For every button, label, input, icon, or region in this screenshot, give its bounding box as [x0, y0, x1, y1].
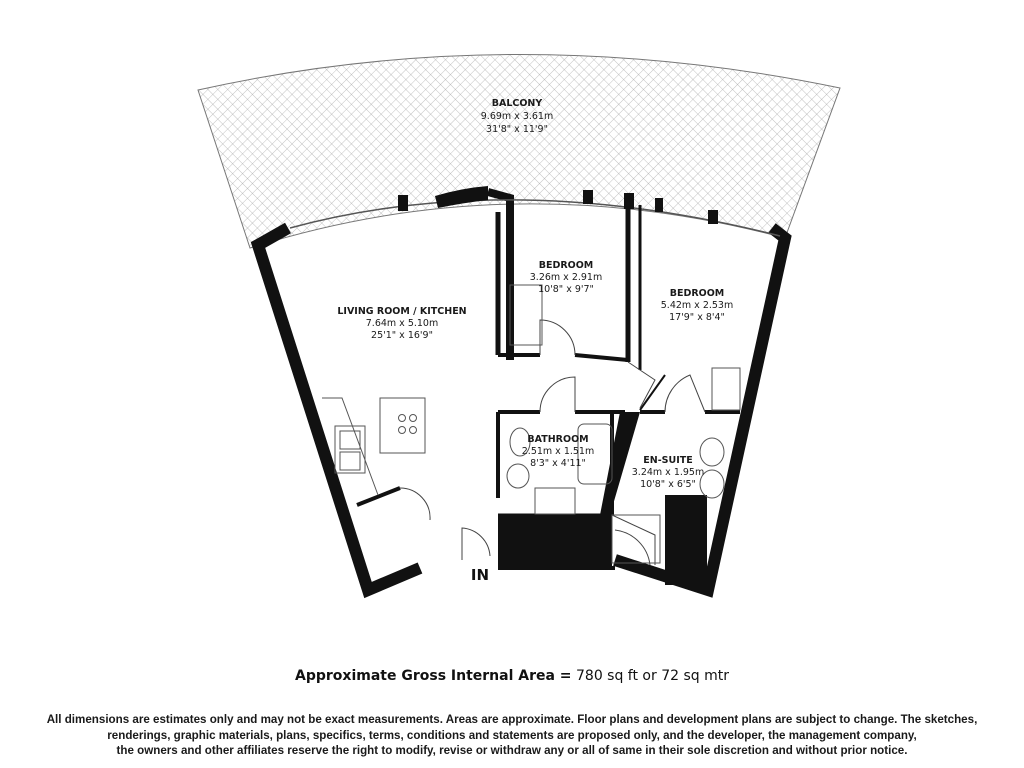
svg-text:9.69m x 3.61m: 9.69m x 3.61m	[480, 111, 554, 122]
svg-text:2.51m x 1.51m: 2.51m x 1.51m	[521, 446, 595, 457]
svg-text:BALCONY: BALCONY	[491, 98, 543, 109]
svg-text:17'9" x 8'4": 17'9" x 8'4"	[669, 312, 725, 323]
svg-text:3.24m x 1.95m: 3.24m x 1.95m	[631, 467, 705, 478]
svg-text:EN-SUITE: EN-SUITE	[643, 455, 693, 466]
area-value: 780 sq ft or 72 sq mtr	[576, 668, 729, 684]
svg-text:31'8" x 11'9": 31'8" x 11'9"	[486, 124, 548, 135]
room-label-ensuite	[632, 455, 704, 490]
room-label-bedroom-1	[530, 260, 602, 295]
entrance-label: IN	[470, 566, 490, 584]
balcony-area	[198, 54, 840, 248]
disclaimer	[0, 712, 1024, 759]
svg-text:7.64m x 5.10m: 7.64m x 5.10m	[365, 318, 439, 329]
svg-text:BEDROOM: BEDROOM	[538, 260, 594, 271]
svg-text:5.42m x 2.53m: 5.42m x 2.53m	[660, 300, 734, 311]
gross-internal-area	[0, 668, 1024, 684]
svg-text:10'8" x 9'7": 10'8" x 9'7"	[538, 284, 594, 295]
area-label: Approximate Gross Internal Area =	[295, 668, 572, 684]
room-label-bedroom-2	[661, 288, 733, 323]
svg-text:3.26m x 2.91m: 3.26m x 2.91m	[529, 272, 603, 283]
room-label-bathroom	[522, 434, 594, 469]
room-label-living	[337, 306, 466, 341]
svg-text:10'8" x 6'5": 10'8" x 6'5"	[640, 479, 696, 490]
svg-text:25'1" x 16'9": 25'1" x 16'9"	[371, 330, 433, 341]
svg-text:8'3" x 4'11": 8'3" x 4'11"	[530, 458, 586, 469]
disclaimer-line-2: renderings, graphic materials, plans, specifics, terms, conditions and statements are proposed only, and the developer, the management company,	[107, 728, 917, 742]
disclaimer-line-1: All dimensions are estimates only and may not be exact measurements. Areas are approximate. Floor plans and development plans are subject to change. The sketches,	[46, 713, 978, 726]
svg-text:BATHROOM: BATHROOM	[527, 434, 589, 445]
svg-text:LIVING ROOM / KITCHEN: LIVING ROOM / KITCHEN	[337, 306, 467, 317]
svg-text:BEDROOM: BEDROOM	[669, 288, 725, 299]
disclaimer-line-3: the owners and other affiliates reserve the right to modify, revise or withdraw any or all of same in their sole discretion and without prior notice.	[116, 744, 908, 757]
